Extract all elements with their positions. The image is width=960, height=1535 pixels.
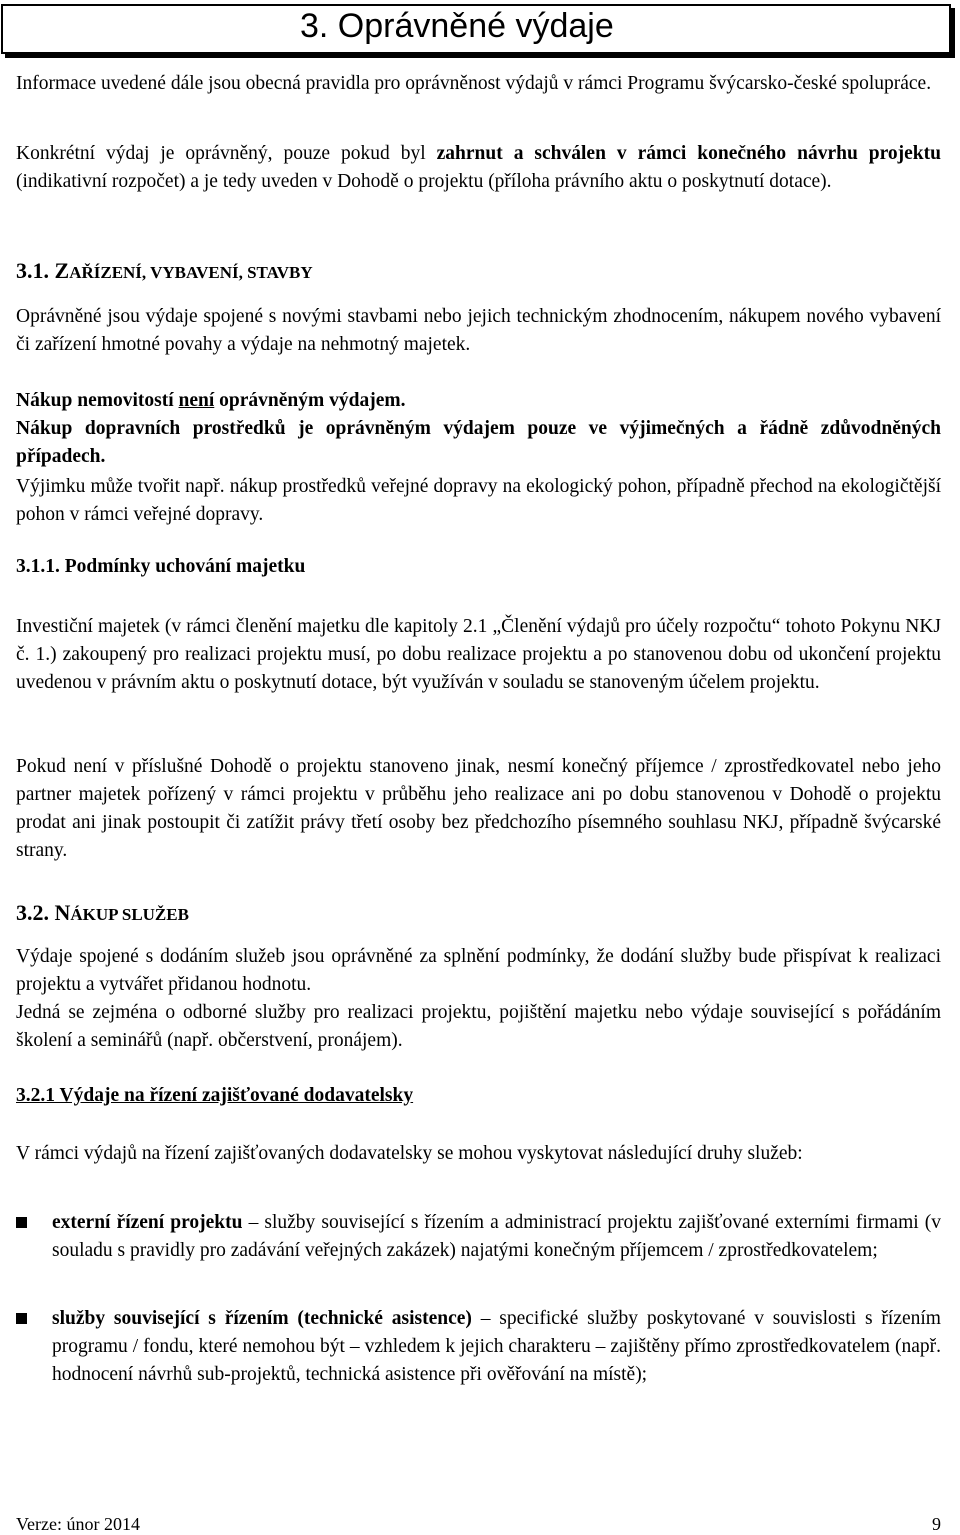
page-number: 9 [932, 1514, 941, 1534]
section-3-1-1-paragraph-2: Pokud není v příslušné Dohodě o projektu stanoveno jinak, nesmí konečný příjemce / zprostředkovatel nebo jeho partner majetek pořízený v rámci projektu v průběhu jeho realizace ani po dobu stanovenou v Dohodě o projektu prodat ani jinak postoupit či zatížit právy třetí osoby bez předchozího písemného souhlasu NKJ, případně švýcarské strany. [16, 756, 941, 861]
section-3-1-1-paragraph-1: Investiční majetek (v rámci členění majetku dle kapitoly 2.1 „Členění výdajů pro účely rozpočtu“ tohoto Pokynu NKJ č. 1.) zakoupený pro realizaci projektu musí, po dobu realizace projektu a po stanovenou dobu od ukončení projektu uvedenou v právním aktu o poskytnutí dotace, být využíván v souladu se stanoveným účelem projektu. [16, 616, 941, 693]
section-3-2-1-heading: 3.2.1 Výdaje na řízení zajišťované dodavatelsky [16, 1085, 414, 1106]
section-3-1-bold-1: Nákup nemovitostí není oprávněným výdajem. [16, 390, 406, 411]
chapter-title: 3. Oprávněné výdaje [300, 7, 614, 45]
list-item: externí řízení projektu – služby související s řízením a administrací projektu zajišťované externími firmami (v souladu s pravidly pro zadávání veřejných zakázek) najatými konečným příjemcem / zprostředkovatelem; [16, 1209, 941, 1265]
intro-paragraph-1: Informace uvedené dále jsou obecná pravidla pro oprávněnost výdajů v rámci Programu švýcarsko-české spolupráce. [16, 73, 932, 94]
section-3-2-1-paragraph-1: V rámci výdajů na řízení zajišťovaných dodavatelsky se mohou vyskytovat následující druhy služeb: [16, 1143, 803, 1164]
footer-version: Verze: únor 2014 [16, 1514, 140, 1534]
section-3-1-paragraph-1: Oprávněné jsou výdaje spojené s novými stavbami nebo jejich technickým zhodnocením, nákupem nového vybavení či zařízení hmotné povahy a výdaje na nehmotný majetek. [16, 306, 941, 355]
section-3-2-paragraph-1: Výdaje spojené s dodáním služeb jsou oprávněné za splnění podmínky, že dodání služby bude přispívat k realizaci projektu a vytvářet přidanou hodnotu. [16, 946, 941, 995]
square-bullet-icon [16, 1313, 27, 1324]
square-bullet-icon [16, 1217, 27, 1228]
list-item: služby související s řízením (technické asistence) – specifické služby poskytované v souvislosti s řízením programu / fondu, které nemohou být – vzhledem k jejich charakteru – zajištěny přímo zprostředkovatelem (např. hodnocení návrhů sub-projektů, technická asistence při ověřování na místě); [16, 1305, 941, 1389]
section-3-1-paragraph-2: Výjimku může tvořit např. nákup prostředků veřejné dopravy na ekologický pohon, případně přechod na ekologičtější pohon v rámci veřejné dopravy. [16, 476, 941, 525]
intro-paragraph-2: Konkrétní výdaj je oprávněný, pouze pokud byl zahrnut a schválen v rámci konečného návrhu projektu (indikativní rozpočet) a je tedy uveden v Dohodě o projektu (příloha právního aktu o poskytnutí dotace). [16, 143, 941, 192]
section-3-1-bold-2: Nákup dopravních prostředků je oprávněným výdajem pouze ve výjimečných a řádně zdůvodněných případech. [16, 418, 941, 467]
section-3-2-heading: 3.2. NÁKUP SLUŽEB [16, 900, 189, 925]
section-3-2-paragraph-2: Jedná se zejména o odborné služby pro realizaci projektu, pojištění majetku nebo výdaje související s pořádáním školení a seminářů (např. občerstvení, pronájem). [16, 1002, 941, 1051]
section-3-1-1-heading: 3.1.1. Podmínky uchování majetku [16, 556, 306, 577]
section-3-1-heading: 3.1. ZAŘÍZENÍ, VYBAVENÍ, STAVBY [16, 258, 313, 283]
